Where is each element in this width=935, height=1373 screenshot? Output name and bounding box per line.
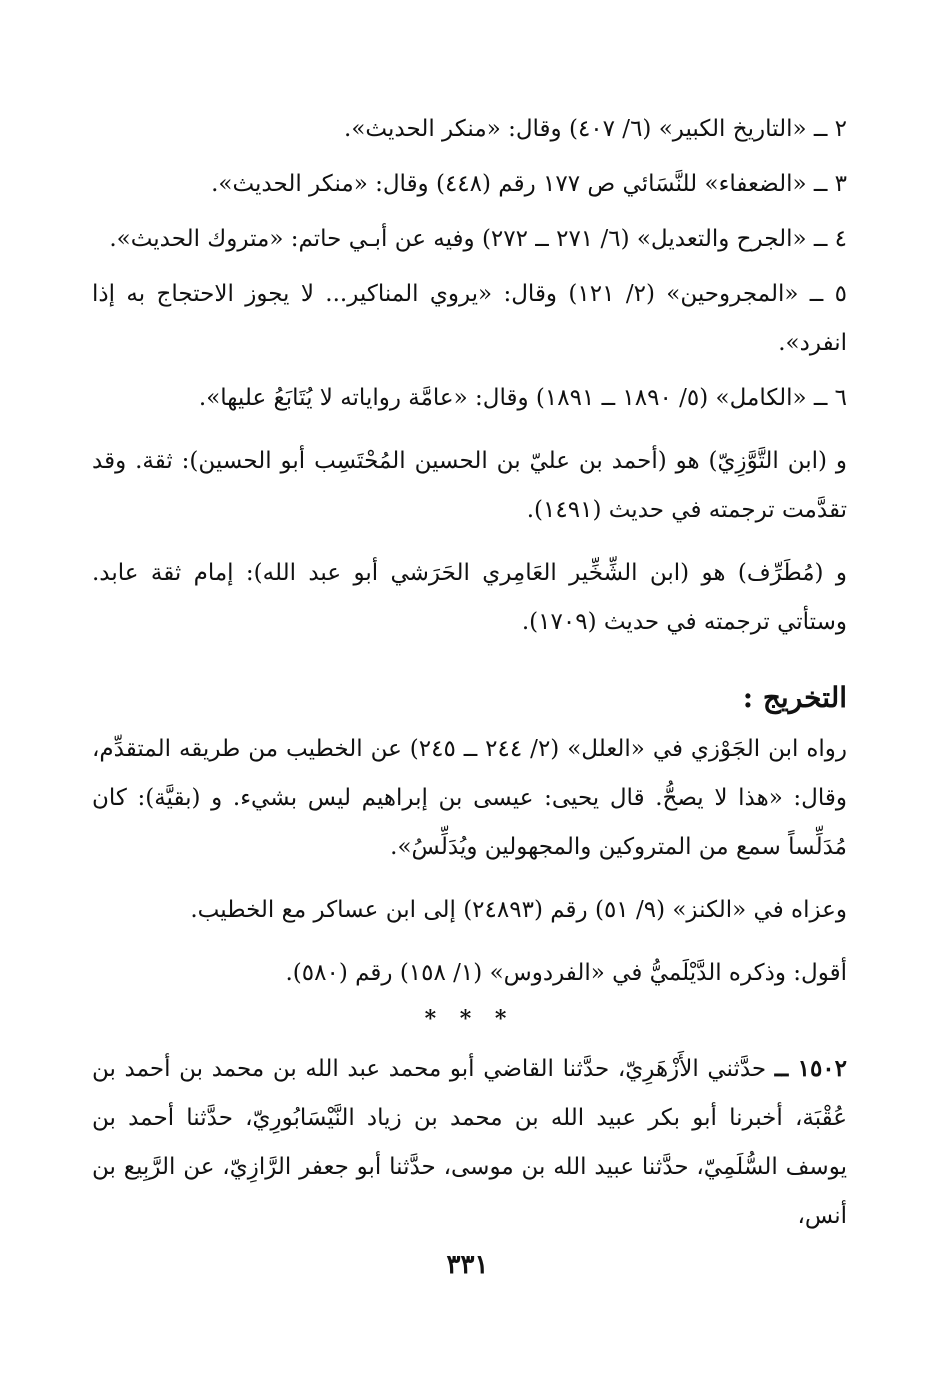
- hadith-text: حدَّثني الأَزْهَرِيّ، حدَّثنا القاضي أبو محمد عبد الله بن محمد بن أحمد بن عُقْبَة، أخبرنا أبو بكر عبيد الله بن محمد بن زياد النَّيْسَابُورِيّ، حدَّثنا أحمد بن يوسف السُّلَمِيّ، حدَّثنا عبيد الله بن موسى، حدَّثنا أبو جعفر الرَّازِيّ، عن الرَّبِيع بن أنس،: [92, 1056, 847, 1229]
- hadith-number: ١٥٠٢ ــ: [774, 1055, 848, 1082]
- narrator-note-mutarrif: و (مُطَرِّف) هو (ابن الشِّخِّير العَامِري الحَرَشي أبو عبد الله): إمام ثقة عابد. وستأتي ترجمته في حديث (١٧٠٩).: [92, 560, 847, 635]
- takhrij-paragraph-3: أقول: وذكره الدَّيْلَميُّ في «الفردوس» (١/ ١٥٨) رقم (٥٨٠).: [285, 960, 847, 986]
- footnote-item-6: ٦ ــ «الكامل» (٥/ ١٨٩٠ ــ ١٨٩١) وقال: «عامَّة رواياته لا يُتَابَعُ عليها».: [198, 385, 847, 411]
- takhrij-paragraph-2: وعزاه في «الكنز» (٩/ ٥١) رقم (٢٤٨٩٣) إلى ابن عساكر مع الخطيب.: [190, 897, 847, 923]
- narrator-note-tawwazi: و (ابن التَّوَّزِيّ) هو (أحمد بن عليّ بن الحسين المُحْتَسِب أبو الحسين): ثقة. وقد تقدَّمت ترجمته في حديث (١٤٩١).: [92, 448, 847, 523]
- footnote-item-4: ٤ ــ «الجرح والتعديل» (٦/ ٢٧١ ــ ٢٧٢) وفيه عن أبـي حاتم: «متروك الحديث».: [109, 226, 847, 252]
- footnote-item-3: ٣ ــ «الضعفاء» للنَّسَائي ص ١٧٧ رقم (٤٤٨) وقال: «منكر الحديث».: [211, 171, 847, 197]
- footnote-item-2: ٢ ــ «التاريخ الكبير» (٦/ ٤٠٧) وقال: «منكر الحديث».: [344, 116, 847, 142]
- takhrij-paragraph-1: رواه ابن الجَوْزي في «العلل» (٢/ ٢٤٤ ــ ٢٤٥) عن الخطيب من طريقه المتقدِّم، وقال: «هذا لا يصحُّ. قال يحيى: عيسى بن إبراهيم ليس بشيء. و (بقيَّة): كان مُدَلِّساً سمع من المتروكين والمجهولين ويُدَلِّسُ».: [92, 736, 847, 860]
- footnote-item-5: ٥ ــ «المجروحين» (٢/ ١٢١) وقال: «يروي المناكير... لا يجوز الاحتجاج به إذا انفرد».: [92, 281, 847, 356]
- section-separator: * * *: [424, 1006, 515, 1032]
- hadith-paragraph: [92, 1044, 847, 1241]
- page-number: ٣٣١: [446, 1250, 489, 1280]
- section-heading-takhrij: التخريج :: [742, 681, 847, 714]
